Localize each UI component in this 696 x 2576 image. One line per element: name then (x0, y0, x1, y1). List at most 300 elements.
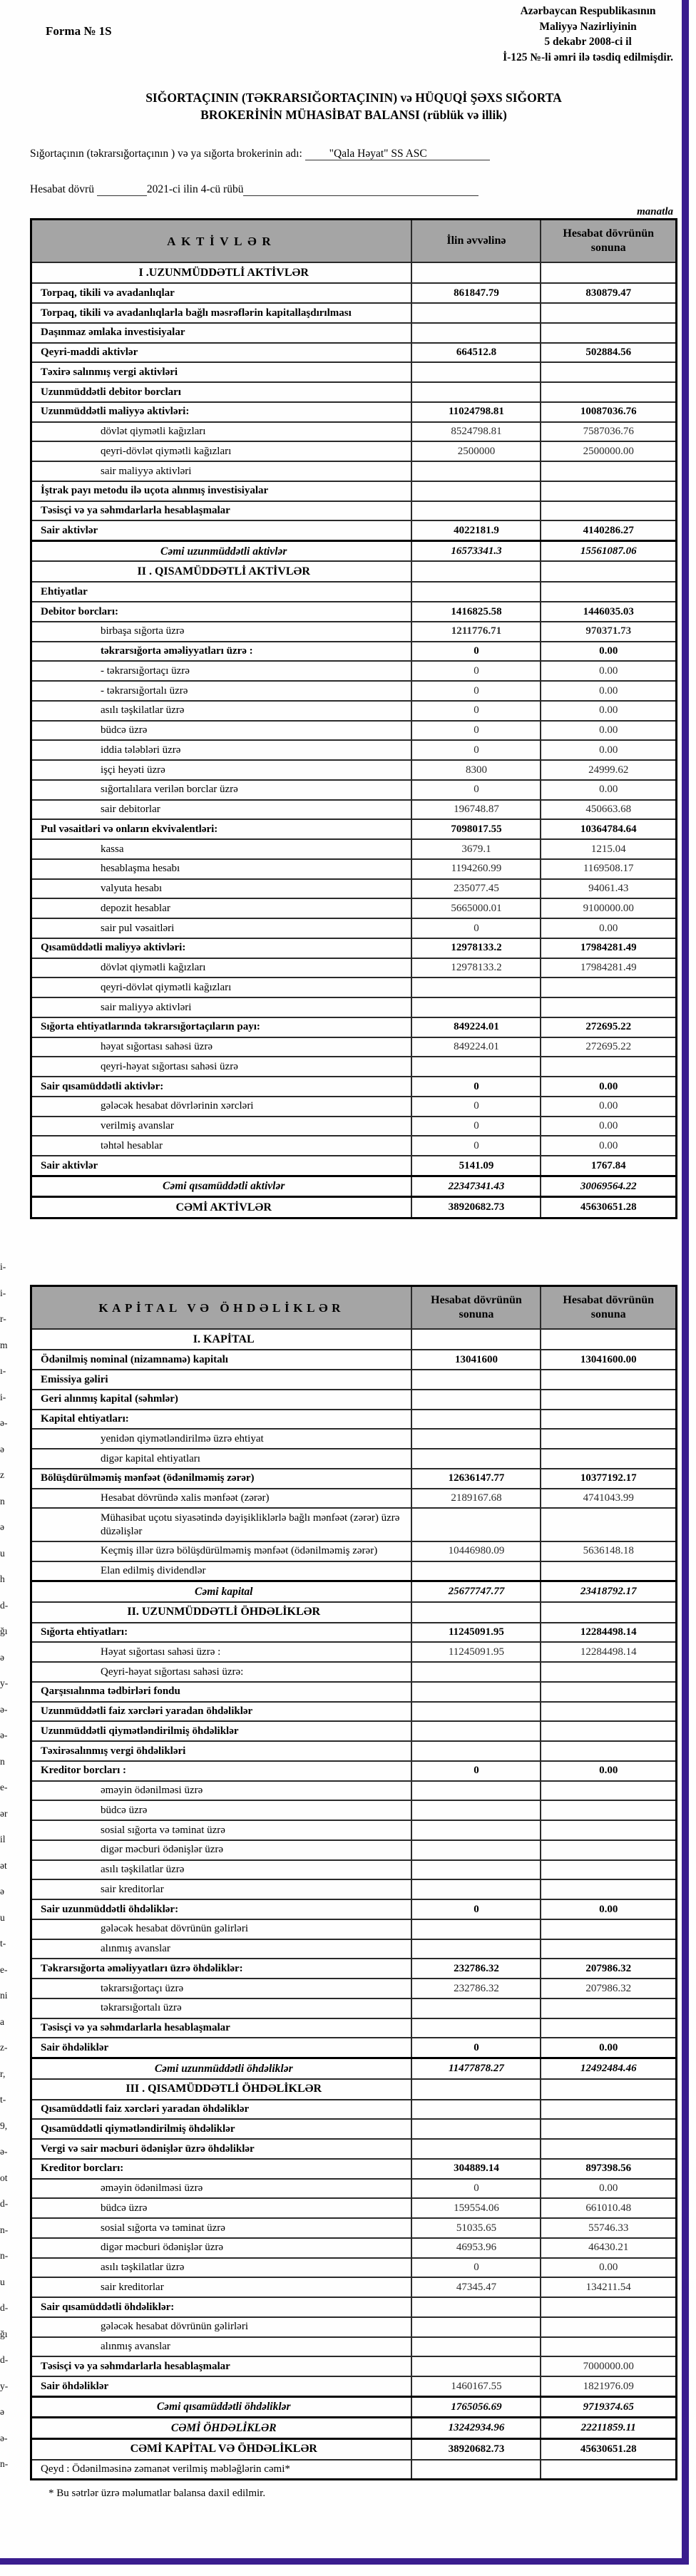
row-label: əməyin ödənilməsi üzrə (31, 2179, 412, 2199)
value-col1: 8524798.81 (411, 422, 541, 442)
blank-underline (243, 183, 478, 196)
margin-text-fragment: r, (0, 2069, 6, 2079)
margin-text-fragment: ə- (0, 1730, 8, 1740)
value-col2: 0.00 (541, 642, 676, 662)
margin-text-fragment: n- (0, 2225, 9, 2235)
value-col2 (541, 1508, 676, 1541)
table-row (31, 879, 677, 899)
table-row (31, 721, 677, 741)
row-label: Sair aktivlər (31, 520, 412, 540)
table-row (31, 1541, 677, 1561)
row-label: kassa (31, 839, 412, 859)
row-label: sair kreditorlar (31, 1879, 412, 1899)
page-frame-bottom-bar (0, 2558, 689, 2565)
value-col1: 0 (411, 780, 541, 800)
value-col2: 12284498.14 (541, 1642, 676, 1662)
blank-underline (305, 148, 325, 160)
approval-line: Azərbaycan Respublikasının (520, 5, 656, 17)
value-col2: 10087036.76 (541, 402, 676, 422)
value-col2 (541, 2337, 676, 2357)
row-label: Təxirə salınmış vergi aktivləri (31, 362, 412, 382)
value-col1: 12636147.77 (411, 1469, 541, 1489)
value-col1 (411, 362, 541, 382)
table-row (31, 661, 677, 681)
row-label: asılı təşkilatlar üzrə (31, 2258, 412, 2278)
row-label: asılı təşkilatlar üzrə (31, 1860, 412, 1880)
value-col1 (411, 501, 541, 521)
row-label: sair pul vəsaitləri (31, 918, 412, 938)
value-col2: 0.00 (541, 918, 676, 938)
value-col2: 94061.43 (541, 879, 676, 899)
value-col2: 502884.56 (541, 343, 676, 363)
table-row (31, 422, 677, 442)
row-label: verilmiş avanslar (31, 1117, 412, 1136)
table-row (31, 2079, 677, 2100)
table-row (31, 1117, 677, 1136)
row-label: Cəmi qısamüddətli aktivlər (31, 1176, 412, 1196)
value-col1: 304889.14 (411, 2159, 541, 2179)
margin-text-fragment: d- (0, 1601, 9, 1611)
row-label: Emissiya gəliri (31, 1370, 412, 1390)
assets-table (30, 218, 677, 1219)
margin-text-fragment: ə (0, 1522, 4, 1532)
value-col2: 15561087.06 (541, 541, 676, 562)
value-col1 (411, 2079, 541, 2100)
table-row (31, 1642, 677, 1662)
assets-table-header-row (31, 220, 677, 263)
table-row (31, 2376, 677, 2396)
table-row (31, 323, 677, 343)
value-col2 (541, 1410, 676, 1430)
table-row (31, 760, 677, 780)
value-col1: 0 (411, 2179, 541, 2199)
table-row (31, 1623, 677, 1643)
table-row (31, 780, 677, 800)
blank-underline (431, 148, 490, 160)
table-row (31, 541, 677, 562)
value-col2: 0.00 (541, 721, 676, 741)
margin-text-fragment: ə (0, 1653, 4, 1663)
insurer-name-line (30, 148, 677, 160)
table-row (31, 602, 677, 622)
value-col2: 13041600.00 (541, 1350, 676, 1370)
row-label: əməyin ödənilməsi üzrə (31, 1781, 412, 1801)
report-period-line (30, 183, 677, 196)
row-label: Sair qısamüddətli aktivlər: (31, 1077, 412, 1097)
table-row (31, 461, 677, 481)
liabilities-header-col1: Hesabat dövrünün sonuna (411, 1286, 541, 1330)
table-row (31, 1390, 677, 1410)
row-label: qeyri-dövlət qiymətli kağızları (31, 977, 412, 997)
table-row (31, 2058, 677, 2079)
row-label: sığortalılara verilən borclar üzrə (31, 780, 412, 800)
value-col2 (541, 362, 676, 382)
margin-text-fragment: t- (0, 2095, 6, 2105)
value-col1 (411, 1410, 541, 1430)
margin-text-fragment: n- (0, 2251, 9, 2261)
value-col1: 38920682.73 (411, 2438, 541, 2460)
value-col2 (541, 561, 676, 582)
table-row (31, 2119, 677, 2139)
value-col2: 1821976.09 (541, 2376, 676, 2396)
value-col1 (411, 2317, 541, 2337)
value-col1: 2500000 (411, 441, 541, 461)
table-row (31, 2238, 677, 2258)
value-col2: 23418792.17 (541, 1581, 676, 1602)
row-label: Təsisçi və ya səhmdarlarla hesablaşmalar (31, 2356, 412, 2376)
value-col2: 7587036.76 (541, 422, 676, 442)
value-col2 (541, 582, 676, 602)
approval-line: Maliyyə Nazirliyinin (539, 20, 637, 33)
row-label: dövlət qiymətli kağızları (31, 958, 412, 978)
row-label: Ehtiyatlar (31, 582, 412, 602)
value-col1 (411, 582, 541, 602)
value-col2 (541, 1741, 676, 1761)
value-col1 (411, 1820, 541, 1840)
value-col1: 0 (411, 661, 541, 681)
table-row (31, 1879, 677, 1899)
margin-text-fragment: ə- (0, 2147, 8, 2157)
value-col1: 47345.47 (411, 2277, 541, 2297)
row-label: Keçmiş illər üzrə bölüşdürülməmiş mənfəət (ödənilməmiş zərər) (31, 1541, 412, 1561)
value-col2 (541, 1602, 676, 1623)
value-col2: 4140286.27 (541, 520, 676, 540)
row-label: - təkrarsığortaçı üzrə (31, 661, 412, 681)
value-col1 (411, 1508, 541, 1541)
row-label: depozit hesablar (31, 898, 412, 918)
value-col2: 9719374.65 (541, 2396, 676, 2417)
margin-text-fragment: z- (0, 2043, 8, 2053)
value-col2 (541, 997, 676, 1017)
row-label: Torpaq, tikili və avadanlıqlar (31, 283, 412, 303)
row-label: Mühasibat uçotu siyasətində dəyişikliklərlə bağlı mənfəət (zərər) üzrə düzəlişlər (31, 1508, 412, 1541)
row-label: Cəmi qısamüddətli öhdəliklər (31, 2396, 412, 2417)
row-label: təhtəl hesablar (31, 1136, 412, 1156)
table-row (31, 1860, 677, 1880)
approval-line: 5 dekabr 2008-ci il (544, 36, 632, 48)
row-label: Uzunmüddətli faiz xərcləri yaradan öhdəliklər (31, 1702, 412, 1722)
value-col1 (411, 1800, 541, 1820)
value-col1 (411, 1561, 541, 1581)
value-col2: 272695.22 (541, 1037, 676, 1057)
liabilities-table-header-row (31, 1286, 677, 1330)
row-label: yenidən qiymətləndirilmə üzrə ehtiyat (31, 1429, 412, 1449)
value-col1: 0 (411, 2038, 541, 2058)
table-row (31, 1979, 677, 1998)
value-col2 (541, 1682, 676, 1702)
row-label: Vergi və sair məcburi ödənişlər üzrə öhdəliklər (31, 2139, 412, 2159)
row-label: sair maliyyə aktivləri (31, 997, 412, 1017)
value-col1: 13242934.96 (411, 2418, 541, 2438)
value-col1: 46953.96 (411, 2238, 541, 2258)
value-col1: 159554.06 (411, 2198, 541, 2218)
row-label: hesablaşma hesabı (31, 859, 412, 879)
value-col2: 0.00 (541, 1077, 676, 1097)
table-row (31, 1939, 677, 1959)
row-label: sair debitorlar (31, 800, 412, 820)
value-col2 (541, 1662, 676, 1682)
value-col1 (411, 1879, 541, 1899)
value-col1: 849224.01 (411, 1017, 541, 1037)
margin-text-fragment: ə- (0, 1418, 8, 1428)
row-label: Qısamüddətli faiz xərcləri yaradan öhdəliklər (31, 2100, 412, 2120)
margin-text-fragment: u (0, 1549, 5, 1559)
table-row (31, 1176, 677, 1196)
approval-line: İ-125 №-li əmri ilə təsdiq edilmişdir. (503, 51, 673, 64)
value-col1 (411, 1939, 541, 1959)
row-label: İştrak payı metodu ilə uçota alınmış investisiyalar (31, 481, 412, 501)
value-col1: 0 (411, 1077, 541, 1097)
value-col1: 51035.65 (411, 2218, 541, 2238)
value-col1 (411, 1840, 541, 1860)
row-label: Sığorta ehtiyatları: (31, 1623, 412, 1643)
value-col1: 12978133.2 (411, 938, 541, 958)
row-label: Cəmi uzunmüddətli öhdəliklər (31, 2058, 412, 2079)
table-row (31, 2218, 677, 2238)
value-col2: 207986.32 (541, 1979, 676, 1998)
row-label: Sair öhdəliklər (31, 2038, 412, 2058)
row-label: Pul vəsaitləri və onların ekvivalentləri: (31, 819, 412, 839)
margin-text-fragment: d- (0, 2355, 9, 2365)
row-label: Sair qısamüddətli öhdəliklər: (31, 2297, 412, 2317)
row-label: sosial sığorta və təminat üzrə (31, 2218, 412, 2238)
table-row (31, 2258, 677, 2278)
value-col1 (411, 2337, 541, 2357)
table-row (31, 1702, 677, 1722)
row-label: həyat sığortası sahəsi üzrə (31, 1037, 412, 1057)
margin-text-fragment: n- (0, 2459, 9, 2469)
margin-text-fragment: r- (0, 1314, 6, 1324)
row-label: büdcə üzrə (31, 721, 412, 741)
value-col1: 0 (411, 642, 541, 662)
value-col2 (541, 1449, 676, 1469)
table-row (31, 1489, 677, 1509)
value-col2: 0.00 (541, 1097, 676, 1117)
value-col2: 5636148.18 (541, 1541, 676, 1561)
value-col2 (541, 1370, 676, 1390)
row-label: Sair öhdəliklər (31, 2376, 412, 2396)
table-row (31, 622, 677, 642)
margin-text-fragment: z (0, 1470, 4, 1480)
insurer-name-value: "Qala Həyat" SS ASC (325, 148, 431, 160)
table-row (31, 1508, 677, 1541)
value-col2: 0.00 (541, 1136, 676, 1156)
value-col1 (411, 481, 541, 501)
value-col1 (411, 1721, 541, 1741)
table-row (31, 1919, 677, 1939)
form-number: Forma № 1S (46, 24, 112, 38)
liabilities-header-title: KAPİTAL VƏ ÖHDƏLİKLƏR (31, 1286, 412, 1330)
table-row (31, 2018, 677, 2038)
value-col1: 0 (411, 2258, 541, 2278)
table-row (31, 1800, 677, 1820)
table-row (31, 481, 677, 501)
value-col1: 12978133.2 (411, 958, 541, 978)
value-col1: 1211776.71 (411, 622, 541, 642)
value-col1: 25677747.77 (411, 1581, 541, 1602)
value-col2: 2500000.00 (541, 441, 676, 461)
margin-text-fragment: ə (0, 2407, 4, 2417)
row-label: II. UZUNMÜDDƏTLİ ÖHDƏLİKLƏR (31, 1602, 412, 1623)
value-col1 (411, 2139, 541, 2159)
row-label: alınmış avanslar (31, 1939, 412, 1959)
table-row (31, 2356, 677, 2376)
value-col2 (541, 1702, 676, 1722)
value-col1: 38920682.73 (411, 1197, 541, 1218)
row-label: büdcə üzrə (31, 2198, 412, 2218)
value-col2: 970371.73 (541, 622, 676, 642)
value-col1: 0 (411, 740, 541, 760)
row-label: Bölüşdürülməmiş mənfəət (ödənilməmiş zərər) (31, 1469, 412, 1489)
value-col2: 450663.68 (541, 800, 676, 820)
insurer-name-label: Sığortaçının (təkrarsığortaçının ) və ya sığorta brokerinin adı: (30, 148, 302, 160)
value-col1: 4022181.9 (411, 520, 541, 540)
table-row (31, 839, 677, 859)
value-col1: 196748.87 (411, 800, 541, 820)
row-label: Elan edilmiş dividendlər (31, 1561, 412, 1581)
row-label: sosial sığorta və təminat üzrə (31, 1820, 412, 1840)
value-col1 (411, 2100, 541, 2120)
value-col1: 849224.01 (411, 1037, 541, 1057)
table-row (31, 1469, 677, 1489)
row-label: Qısamüddətli qiymətləndirilmiş öhdəliklər (31, 2119, 412, 2139)
row-label: Cəmi uzunmüddətli aktivlər (31, 541, 412, 562)
value-col1: 0 (411, 1761, 541, 1781)
value-col2 (541, 461, 676, 481)
value-col2 (541, 1939, 676, 1959)
row-label: büdcə üzrə (31, 1800, 412, 1820)
table-row (31, 1741, 677, 1761)
value-col1: 664512.8 (411, 343, 541, 363)
report-period-label: Hesabat dövrü (30, 183, 94, 196)
value-col2: 12492484.46 (541, 2058, 676, 2079)
value-col2: 10364784.64 (541, 819, 676, 839)
table-row (31, 283, 677, 303)
row-label: Uzunmüddətli qiymətləndirilmiş öhdəliklər (31, 1721, 412, 1741)
table-row (31, 1097, 677, 1117)
table-row (31, 2139, 677, 2159)
value-col1 (411, 2119, 541, 2139)
row-label: dövlət qiymətli kağızları (31, 422, 412, 442)
value-col1: 11477878.27 (411, 2058, 541, 2079)
margin-text-fragment: il (0, 1834, 6, 1844)
row-label: Həyat sığortası sahəsi üzrə : (31, 1642, 412, 1662)
row-label: Ödənilmiş nominal (nizamnamə) kapitalı (31, 1350, 412, 1370)
value-col1: 7098017.55 (411, 819, 541, 839)
value-col1 (411, 1860, 541, 1880)
table-row (31, 2297, 677, 2317)
value-col2: 10377192.17 (541, 1469, 676, 1489)
table-row (31, 2277, 677, 2297)
value-col1: 0 (411, 1899, 541, 1919)
table-row (31, 1449, 677, 1469)
row-label: Kapital ehtiyatları: (31, 1410, 412, 1430)
value-col1 (411, 1449, 541, 1469)
row-label: qeyri-dövlət qiymətli kağızları (31, 441, 412, 461)
value-col1 (411, 2297, 541, 2317)
table-row (31, 362, 677, 382)
margin-text-fragment: ot (0, 2173, 8, 2183)
value-col1: 5141.09 (411, 1156, 541, 1176)
assets-header-title: AKTİVLƏR (31, 220, 412, 263)
value-col1: 0 (411, 701, 541, 721)
row-label: Təsisçi və ya səhmdarlarla hesablaşmalar (31, 2018, 412, 2038)
value-col2: 22211859.11 (541, 2418, 676, 2438)
table-row (31, 1959, 677, 1979)
liabilities-header-col2: Hesabat dövrünün sonuna (541, 1286, 676, 1330)
row-label: Sığorta ehtiyatlarında təkrarsığortaçıların payı: (31, 1017, 412, 1037)
value-col2 (541, 481, 676, 501)
value-col1 (411, 977, 541, 997)
value-col2: 1215.04 (541, 839, 676, 859)
value-col2 (541, 1800, 676, 1820)
row-label: I .UZUNMÜDDƏTLİ AKTİVLƏR (31, 262, 412, 283)
value-col2 (541, 1057, 676, 1077)
row-label: CƏMİ AKTİVLƏR (31, 1197, 412, 1218)
value-col1: 2189167.68 (411, 1489, 541, 1509)
row-label: CƏMİ KAPİTAL VƏ ÖHDƏLİKLƏR (31, 2438, 412, 2460)
margin-text-fragment: h (0, 1574, 5, 1584)
table-row (31, 1037, 677, 1057)
value-col1 (411, 1781, 541, 1801)
table-row (31, 1602, 677, 1623)
value-col1 (411, 1998, 541, 2018)
table-row (31, 2317, 677, 2337)
value-col1: 3679.1 (411, 839, 541, 859)
value-col1 (411, 1741, 541, 1761)
margin-text-fragment: ə (0, 1887, 4, 1897)
row-label: Cəmi kapital (31, 1581, 412, 1602)
value-col2 (541, 2460, 676, 2480)
value-col1 (411, 1370, 541, 1390)
value-col1: 235077.45 (411, 879, 541, 899)
value-col1: 1416825.58 (411, 602, 541, 622)
value-col1 (411, 2018, 541, 2038)
value-col2: 0.00 (541, 740, 676, 760)
value-col1: 1194260.99 (411, 859, 541, 879)
value-col1: 1765056.69 (411, 2396, 541, 2417)
table-row (31, 1410, 677, 1430)
table-row (31, 1781, 677, 1801)
table-row (31, 1156, 677, 1176)
margin-text-fragment: ni (0, 1991, 8, 2001)
table-row (31, 2418, 677, 2438)
document-header (30, 0, 677, 68)
row-label: digər məcburi ödənişlər üzrə (31, 1840, 412, 1860)
value-col2: 17984281.49 (541, 938, 676, 958)
value-col2: 7000000.00 (541, 2356, 676, 2376)
margin-text-fragment: d- (0, 2303, 9, 2313)
value-col2 (541, 1820, 676, 1840)
table-row (31, 859, 677, 879)
value-col1 (411, 1919, 541, 1939)
value-col1 (411, 1682, 541, 1702)
row-label: gələcək hesabat dövrünün gəlirləri (31, 1919, 412, 1939)
table-row (31, 1998, 677, 2018)
margin-text-fragment: i- (0, 1262, 6, 1272)
value-col2 (541, 262, 676, 283)
table-row (31, 402, 677, 422)
value-col2 (541, 382, 676, 402)
table-row (31, 501, 677, 521)
value-col2: 207986.32 (541, 1959, 676, 1979)
value-col2 (541, 2139, 676, 2159)
table-row (31, 343, 677, 363)
table-row (31, 262, 677, 283)
row-label: valyuta hesabı (31, 879, 412, 899)
value-col2 (541, 501, 676, 521)
row-label: alınmış avanslar (31, 2337, 412, 2357)
